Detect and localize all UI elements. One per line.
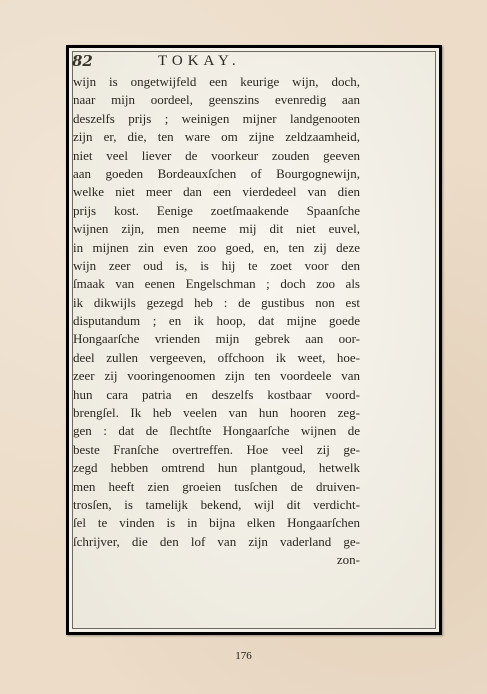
text-line: ſmaak van eenen Engelschman ; doch zoo als — [73, 276, 360, 292]
text-line: zijn er, die, ten ware om zijne zeldzaamheid, — [73, 129, 360, 145]
page-number-top: 82 — [72, 52, 93, 70]
running-head: TOKAY. — [158, 53, 241, 69]
text-line: zeer zij vooringenoomen zijn ten voordeele van — [73, 368, 360, 384]
text-line: niet veel liever de voorkeur zouden geeven — [73, 147, 360, 163]
footer-page-number: 176 — [235, 650, 252, 662]
page-header — [72, 52, 362, 72]
text-line: deszelfs prijs ; weinigen mijner landgenooten — [73, 110, 360, 126]
text-line: men heeft zien groeien tusſchen de druiven- — [73, 478, 360, 494]
text-line: wijnen zijn, men neeme mij dit niet euvel, — [73, 221, 360, 237]
text-line: deel zullen vergeeven, offchoon ik weet, hoe- — [73, 349, 360, 365]
text-line: wijn zeer oud is, is hij te zoet voor den — [73, 257, 360, 273]
text-line: ik dikwijls gezegd heb : de gustibus non est — [73, 294, 360, 310]
text-line: ſchrijver, die den lof van zijn vaderland ge- — [73, 533, 360, 549]
text-line: naar mijn oordeel, geenszins evenredig aan — [73, 92, 360, 108]
text-line: brengſel. Ik heb veelen van hun hooren zeg- — [73, 405, 360, 421]
text-line: trosſen, is tamelijk bekend, wijl dit verdicht- — [73, 496, 360, 512]
text-line: zegd hebben omtrend hun plantgoud, hetwelk — [73, 460, 360, 476]
text-line: prijs kost. Eenige zoetſmaakende Spaanſche — [73, 202, 360, 218]
body-text — [73, 73, 360, 570]
text-line: wijn is ongetwijfeld een keurige wijn, doch, — [73, 74, 360, 89]
text-line: hun cara patria en deszelfs kostbaar voord- — [73, 386, 360, 402]
text-line: ſel te vinden is in bijna elken Hongaarſchen — [73, 515, 360, 531]
text-line: aan goeden Bordeauxſchen of Bourgognewijn, — [73, 165, 360, 181]
catchword: zon- — [336, 552, 360, 568]
text-line: in mijnen zin even zoo goed, en, ten zij deze — [73, 239, 360, 255]
text-line: Hongaarſche vrienden mijn gebrek aan oor- — [73, 331, 360, 347]
text-line: disputandum ; en ik hoop, dat mijne goede — [73, 313, 360, 329]
text-line: gen : dat de ſlechtſte Hongaarſche wijnen de — [73, 423, 360, 439]
text-line: welke niet meer dan een vierdedeel van dien — [73, 184, 360, 200]
text-line: beste Franſche overtreffen. Hoe veel zij ge- — [73, 441, 360, 457]
